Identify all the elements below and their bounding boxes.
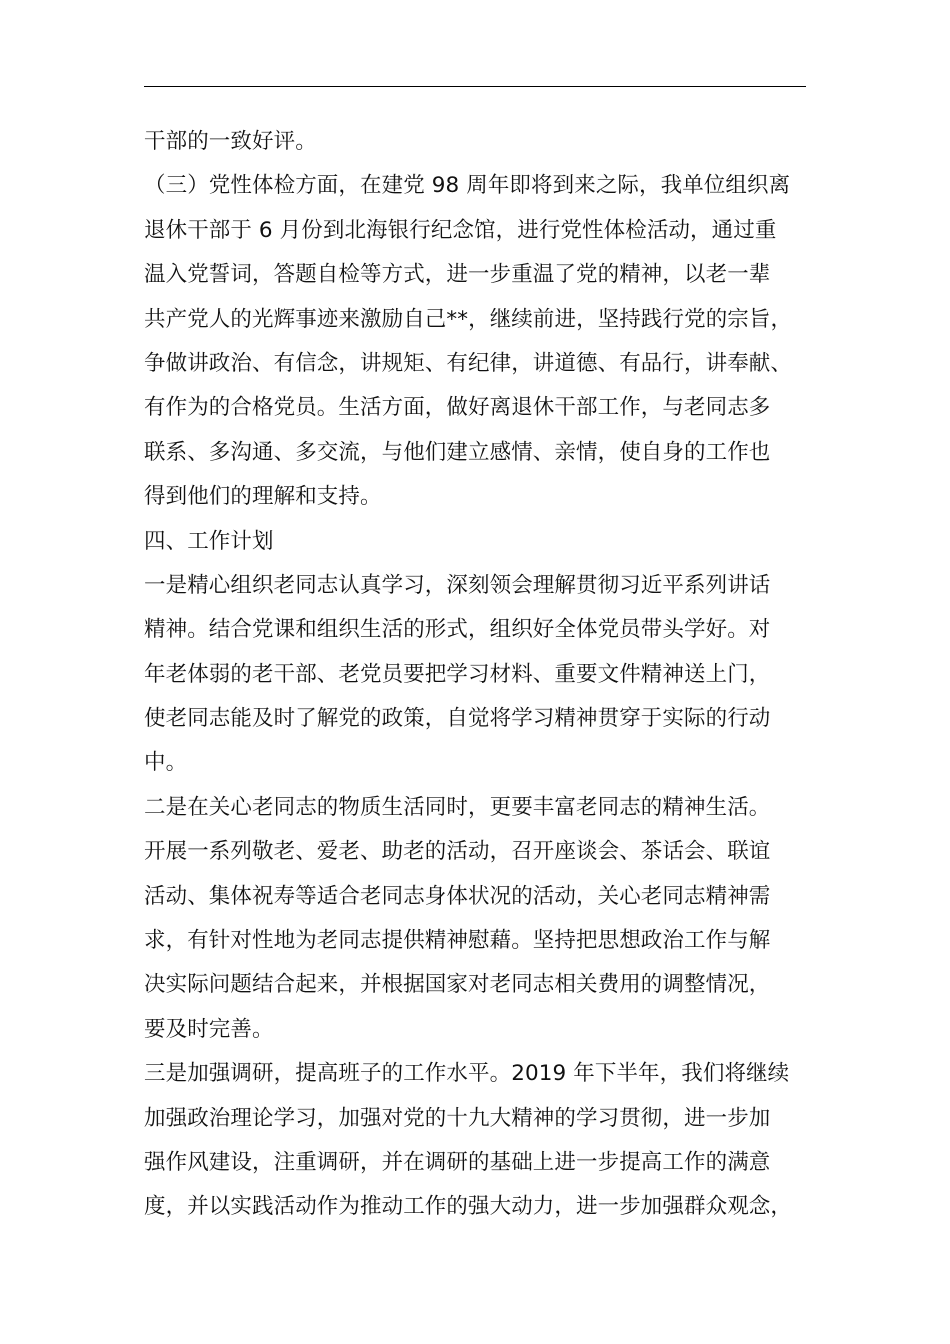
text-line: 共产党人的光辉事迹来激励自己**，继续前进，坚持践行党的宗旨， bbox=[144, 306, 793, 332]
text-line: 决实际问题结合起来，并根据国家对老同志相关费用的调整情况， bbox=[144, 972, 771, 998]
text-line: 要及时完善。 bbox=[144, 1016, 274, 1042]
text-line: 精神。结合党课和组织生活的形式，组织好全体党员带头学好。对 bbox=[144, 617, 771, 643]
text-line: 中。 bbox=[144, 750, 188, 776]
section-heading: 四、工作计划 bbox=[144, 528, 274, 554]
text-line: 争做讲政治、有信念，讲规矩、有纪律，讲道德、有品行，讲奉献、 bbox=[144, 350, 793, 376]
text-line: （三）党性体检方面，在建党 98 周年即将到来之际，我单位组织离 bbox=[144, 173, 791, 199]
text-line: 干部的一致好评。 bbox=[144, 129, 317, 154]
text-line: 温入党誓词，答题自检等方式，进一步重温了党的精神，以老一辈 bbox=[144, 262, 771, 288]
text-line: 开展一系列敬老、爱老、助老的活动，召开座谈会、茶话会、联谊 bbox=[144, 839, 771, 865]
text-line: 年老体弱的老干部、老党员要把学习材料、重要文件精神送上门， bbox=[144, 661, 771, 687]
text-line: 退休干部于 6 月份到北海银行纪念馆，进行党性体检活动，通过重 bbox=[144, 217, 777, 243]
text-line: 求，有针对性地为老同志提供精神慰藉。坚持把思想政治工作与解 bbox=[144, 928, 771, 954]
text-line: 一是精心组织老同志认真学习，深刻领会理解贯彻习近平系列讲话 bbox=[144, 572, 771, 598]
text-line: 度，并以实践活动作为推动工作的强大动力，进一步加强群众观念， bbox=[144, 1194, 793, 1220]
text-line: 加强政治理论学习，加强对党的十九大精神的学习贯彻，进一步加 bbox=[144, 1105, 771, 1131]
text-line: 得到他们的理解和支持。 bbox=[144, 484, 382, 510]
document-body bbox=[144, 120, 824, 1230]
text-line: 联系、多沟通、多交流，与他们建立感情、亲情，使自身的工作也 bbox=[144, 439, 771, 465]
text-line: 二是在关心老同志的物质生活同时，更要丰富老同志的精神生活。 bbox=[144, 794, 771, 820]
text-line: 强作风建设，注重调研，并在调研的基础上进一步提高工作的满意 bbox=[144, 1149, 771, 1175]
text-line: 使老同志能及时了解党的政策，自觉将学习精神贯穿于实际的行动 bbox=[144, 706, 771, 732]
text-line: 活动、集体祝寿等适合老同志身体状况的活动，关心老同志精神需 bbox=[144, 883, 771, 909]
text-line: 有作为的合格党员。生活方面，做好离退休干部工作，与老同志多 bbox=[144, 395, 771, 421]
text-line: 三是加强调研，提高班子的工作水平。2019 年下半年，我们将继续 bbox=[144, 1061, 790, 1087]
header-rule bbox=[144, 86, 806, 87]
